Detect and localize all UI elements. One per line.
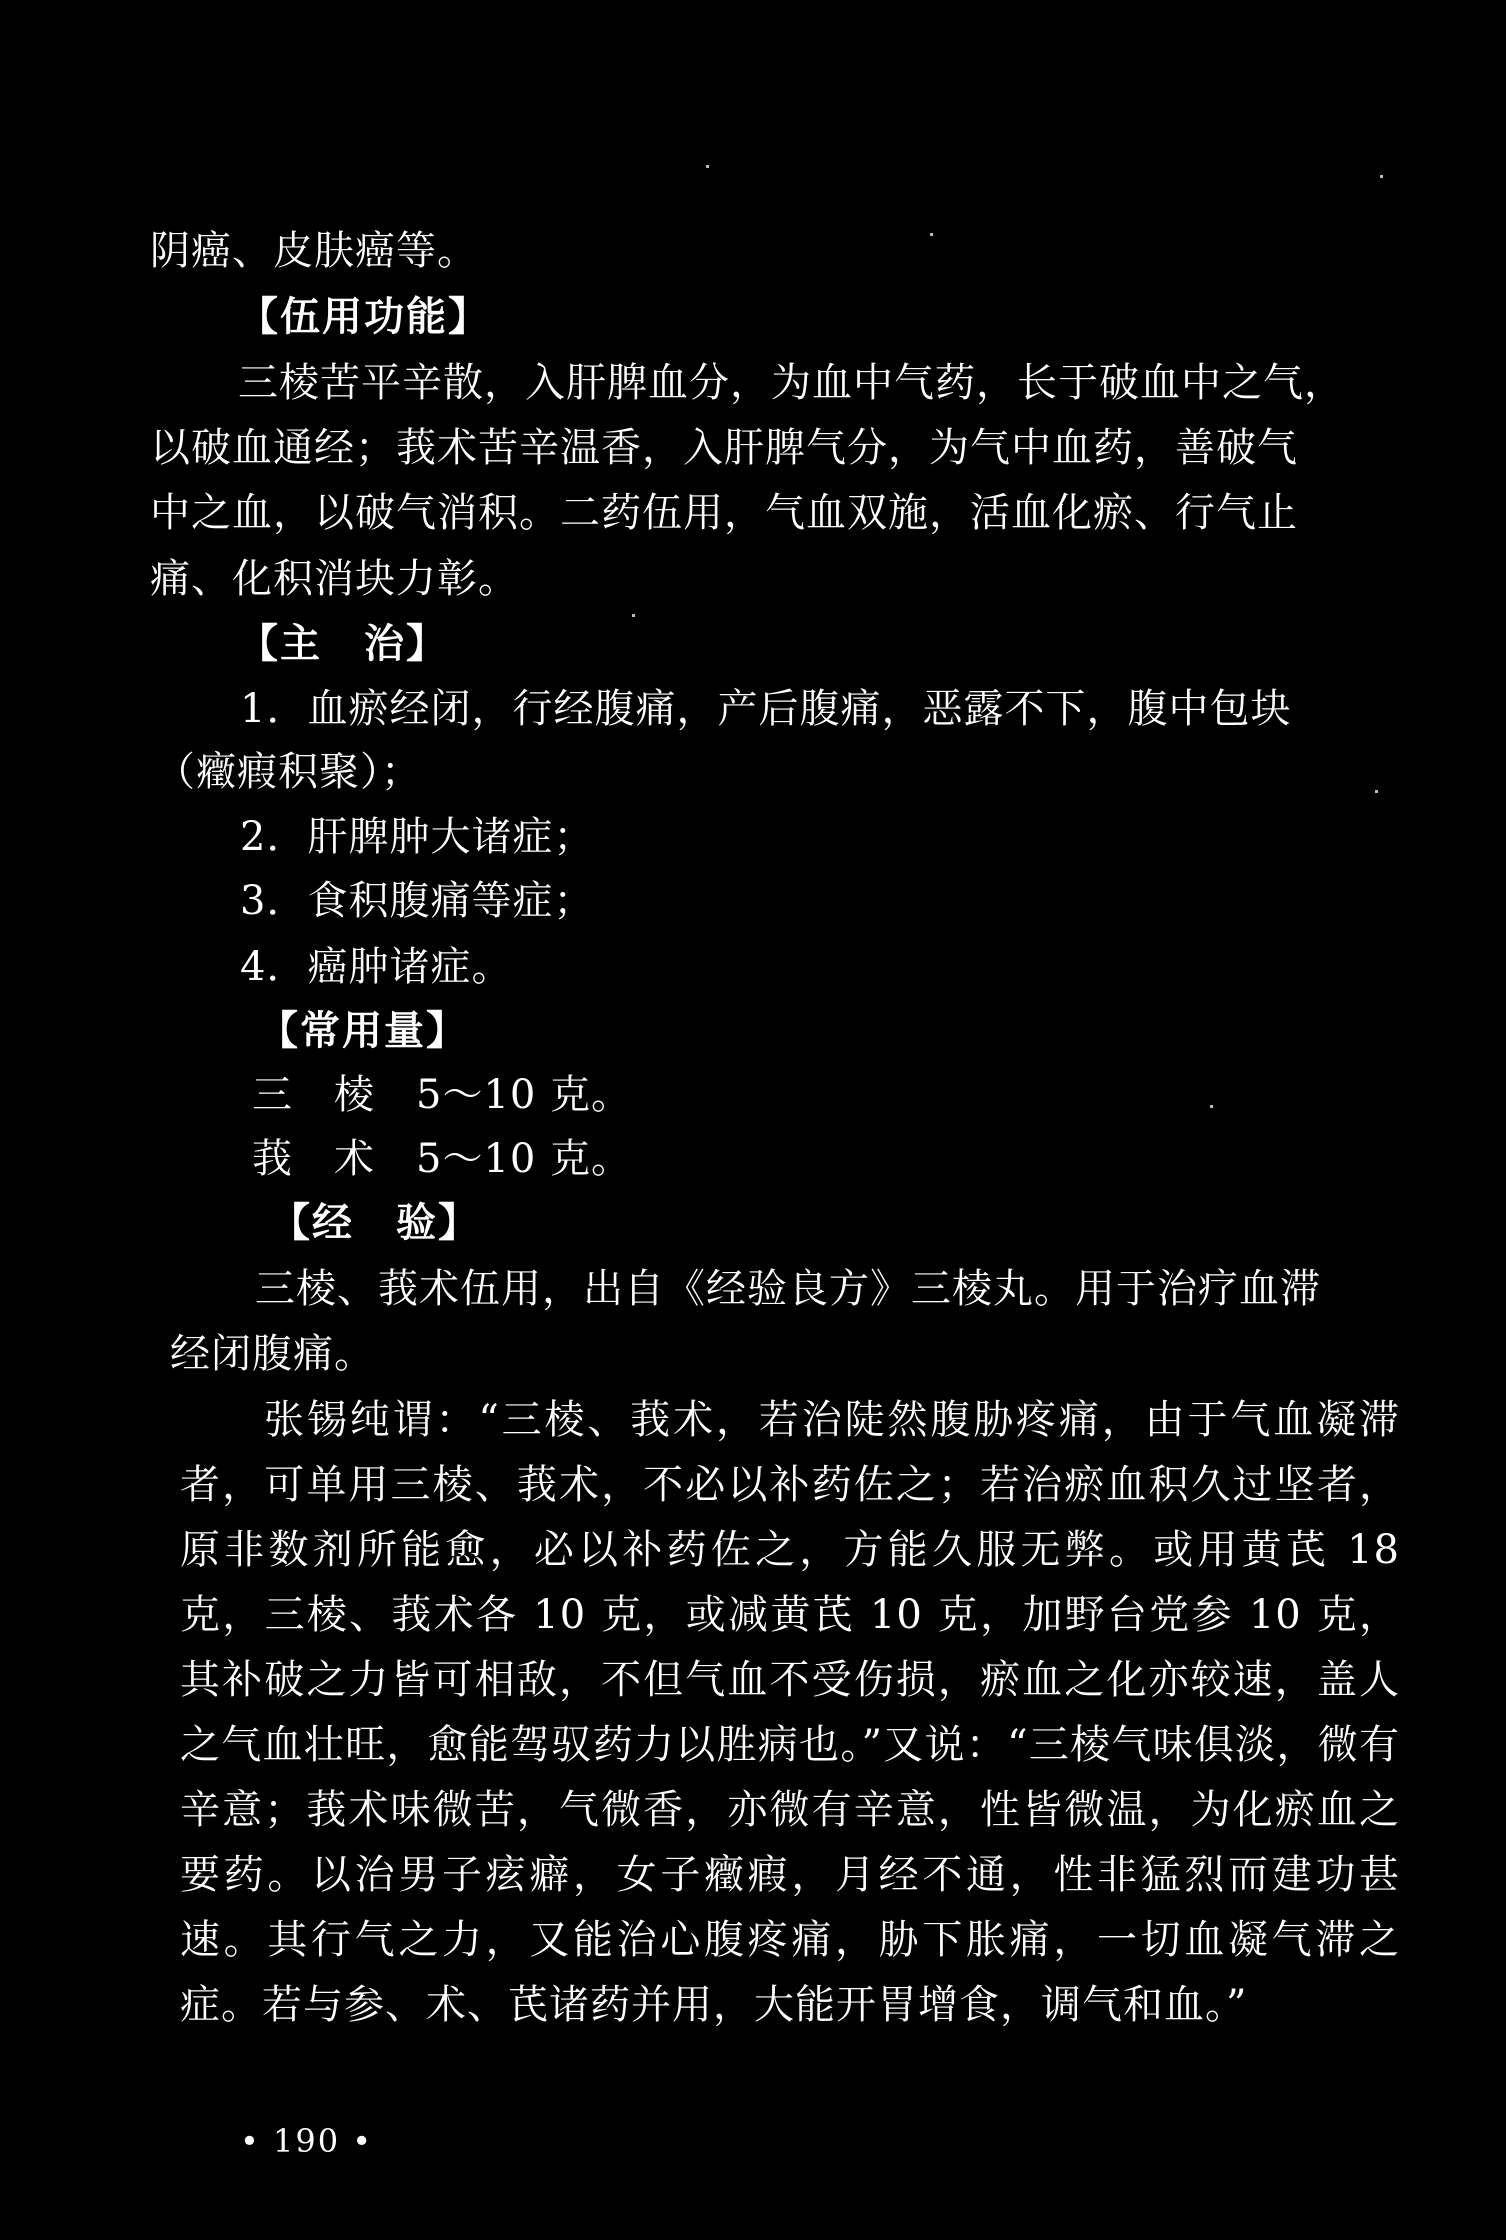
text-line: 中之血，以破气消积。二药伍用，气血双施，活血化瘀、行气止 <box>150 490 1298 536</box>
scan-speck <box>930 233 933 236</box>
scan-speck <box>632 614 635 617</box>
scan-speck <box>1375 790 1378 793</box>
text-line: （癥瘕积聚）； <box>155 749 422 795</box>
text-line: 经闭腹痛。 <box>170 1331 375 1377</box>
section-heading-combination: 【伍用功能】 <box>238 294 490 340</box>
section-heading-experience: 【经 验】 <box>270 1200 480 1246</box>
text-line: 阴癌、皮肤癌等。 <box>150 228 478 274</box>
dosage-line: 三 棱 5～10 克。 <box>252 1072 633 1118</box>
dosage-line: 莪 术 5～10 克。 <box>252 1136 633 1182</box>
text-line: 三棱、莪术伍用，出自《经验良方》三棱丸。用于治疗血滞 <box>255 1266 1321 1312</box>
text-line: 三棱苦平辛散，入肝脾血分，为血中气药，长于破血中之气， <box>238 360 1345 406</box>
list-item: 3．食积腹痛等症； <box>240 878 595 924</box>
scan-speck <box>1210 1105 1213 1108</box>
page-number: • 190 • <box>240 2122 374 2160</box>
text-line: 以破血通经；莪术苦辛温香，入肝脾气分，为气中血药，善破气 <box>150 425 1298 471</box>
section-heading-dosage: 【常用量】 <box>258 1008 468 1054</box>
list-item: 4．癌肿诸症。 <box>240 944 513 990</box>
text-line: 痛、化积消块力彰。 <box>150 556 519 602</box>
list-item: 2．肝脾肿大诸症； <box>240 814 595 860</box>
section-heading-indications: 【主 治】 <box>238 621 448 667</box>
quoted-paragraph: 张锡纯谓：“三棱、莪术，若治陡然腹胁疼痛，由于气血凝滞者，可单用三棱、莪术，不必以补药佐之；若治瘀血积久过坚者，原非数剂所能愈，必以补药佐之，方能久服无弊。或用黄芪 18 克，三棱、莪术各 10 克，或减黄芪 10 克，加野台党参 10 克，其补破之力皆可相敌，不但气血不受伤损，瘀血之化亦较速，盖人之气血壮旺，愈能驾驭药力以胜病也。”又说：“三棱气味俱淡，微有辛意；莪术味微苦，气微香，亦微有辛意，性皆微温，为化瘀血之要药。以治男子痃癖，女子癥瘕，月经不通，性非猛烈而建功甚速。其行气之力，又能治心腹疼痛，胁下胀痛，一切血凝气滞之症。若与参、术、芪诸药并用，大能开胃增食，调气和血。” <box>180 1397 1400 2028</box>
scan-speck <box>1380 175 1383 178</box>
scan-speck <box>706 165 709 168</box>
list-item: 1．血瘀经闭，行经腹痛，产后腹痛，恶露不下，腹中包块 <box>240 686 1292 732</box>
